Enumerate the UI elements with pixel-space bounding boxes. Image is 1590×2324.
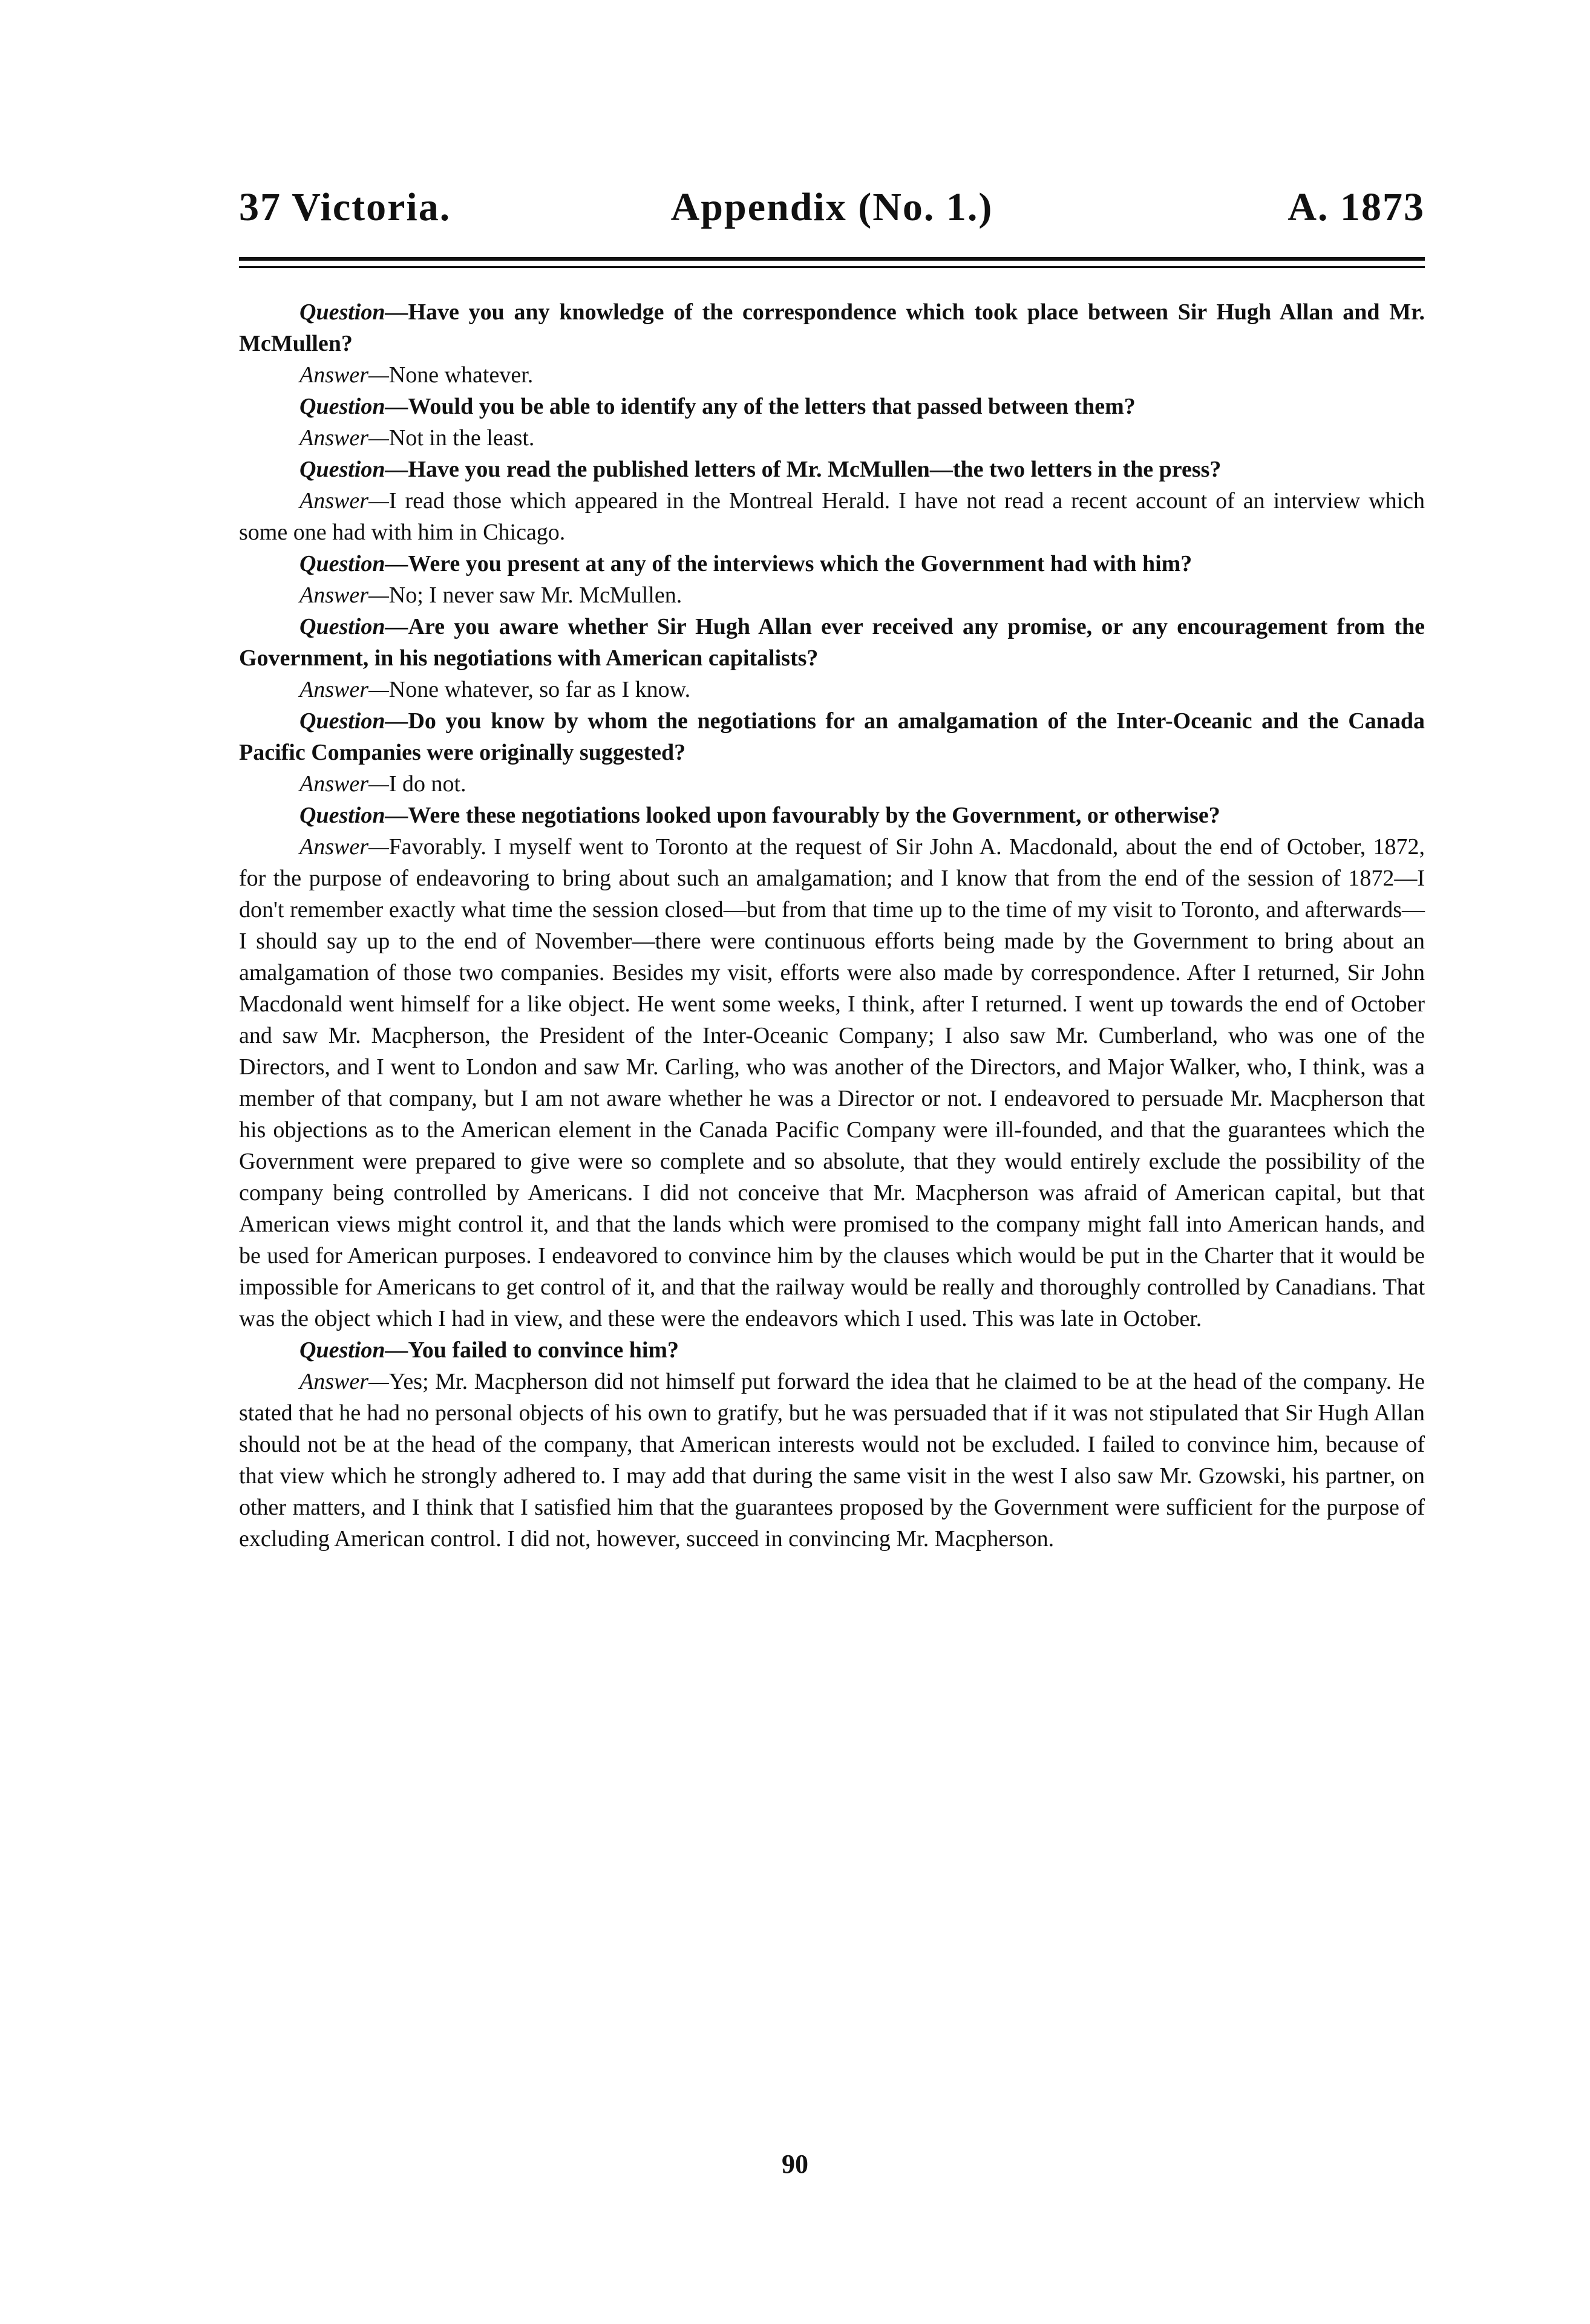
answer-label: Answer— bbox=[299, 771, 389, 797]
paragraph-text: Not in the least. bbox=[388, 425, 535, 451]
question-label: Question— bbox=[299, 708, 408, 734]
page-number: 90 bbox=[782, 2149, 808, 2179]
answer-paragraph bbox=[239, 1366, 1425, 1555]
header-year: A. 1873 bbox=[1287, 185, 1425, 229]
answer-label: Answer— bbox=[299, 583, 389, 608]
answer-paragraph bbox=[239, 831, 1425, 1334]
paragraph-text: None whatever, so far as I know. bbox=[388, 677, 691, 702]
question-paragraph bbox=[239, 548, 1425, 579]
question-paragraph bbox=[239, 296, 1425, 359]
question-label: Question— bbox=[299, 551, 408, 576]
answer-paragraph bbox=[239, 485, 1425, 548]
question-label: Question— bbox=[299, 394, 408, 419]
answer-paragraph bbox=[239, 674, 1425, 705]
paragraph-text: Do you know by whom the negotiations for an amalgamation of the Inter-Oceanic and the Canada Pacific Companies were originally suggested? bbox=[239, 708, 1425, 765]
header-rule-thin bbox=[239, 266, 1425, 268]
question-paragraph bbox=[239, 454, 1425, 485]
paragraph-text: Yes; Mr. Macpherson did not himself put forward the idea that he claimed to be at the head of the company. He stated that he had no personal objects of his own to gratify, but he was persuaded that if it was not stipulated that Sir Hugh Allan should not be at the head of the company, that American interests would not be excluded. I failed to convince him, because of that view which he strongly adhered to. I may add that during the same visit in the west I also saw Mr. Gzowski, his partner, on other matters, and I think that I satisfied him that the guarantees proposed by the Government were sufficient for the purpose of excluding American control. I did not, however, succeed in convincing Mr. Macpherson. bbox=[239, 1369, 1425, 1552]
answer-label: Answer— bbox=[299, 834, 389, 860]
header-rule-thick bbox=[239, 257, 1425, 261]
paragraph-text: Were these negotiations looked upon favourably by the Government, or otherwise? bbox=[408, 803, 1220, 828]
answer-label: Answer— bbox=[299, 1369, 389, 1394]
paragraph-text: You failed to convince him? bbox=[408, 1337, 679, 1363]
answer-paragraph bbox=[239, 579, 1425, 611]
question-paragraph bbox=[239, 800, 1425, 831]
answer-label: Answer— bbox=[299, 677, 389, 702]
paragraph-text: Would you be able to identify any of the letters that passed between them? bbox=[408, 394, 1136, 419]
paragraph-text: Have you any knowledge of the correspondence which took place between Sir Hugh Allan and Mr. McMullen? bbox=[239, 299, 1425, 356]
question-paragraph bbox=[239, 391, 1425, 422]
paragraph-text: None whatever. bbox=[388, 362, 534, 388]
answer-paragraph bbox=[239, 359, 1425, 391]
header-session: 37 Victoria. bbox=[239, 185, 451, 229]
question-label: Question— bbox=[299, 614, 408, 639]
question-label: Question— bbox=[299, 803, 408, 828]
answer-label: Answer— bbox=[299, 425, 389, 451]
header-appendix: Appendix (No. 1.) bbox=[670, 185, 993, 229]
question-paragraph bbox=[239, 1334, 1425, 1366]
paragraph-text: Were you present at any of the interviews which the Government had with him? bbox=[408, 551, 1192, 576]
answer-paragraph bbox=[239, 422, 1425, 454]
paragraph-text: No; I never saw Mr. McMullen. bbox=[388, 583, 682, 608]
paragraph-text: I do not. bbox=[388, 771, 466, 797]
answer-label: Answer— bbox=[299, 488, 389, 514]
testimony-body bbox=[239, 296, 1425, 1555]
answer-paragraph bbox=[239, 768, 1425, 800]
paragraph-text: Are you aware whether Sir Hugh Allan ever received any promise, or any encouragement from the Government, in his negotiations with American capitalists? bbox=[239, 614, 1425, 671]
answer-label: Answer— bbox=[299, 362, 389, 388]
running-header bbox=[239, 184, 1425, 251]
paragraph-text: Have you read the published letters of Mr. McMullen—the two letters in the press? bbox=[408, 457, 1222, 482]
paragraph-text: Favorably. I myself went to Toronto at the request of Sir John A. Macdonald, about the end of October, 1872, for the purpose of endeavoring to bring about such an amalgamation; and I know that from the end of the session of 1872—I don't remember exactly what time the session closed—but from that time up to the time of my visit to Toronto, and afterwards—I should say up to the end of November—there were continuous efforts being made by the Government to bring about an amalgamation of those two companies. Besides my visit, efforts were also made by correspondence. After I returned, Sir John Macdonald went himself for a like object. He went some weeks, I think, after I returned. I went up towards the end of October and saw Mr. Macpherson, the President of the Inter-Oceanic Company; I also saw Mr. Cumberland, who was one of the Directors, and I went to London and saw Mr. Carling, who was another of the Directors, and Major Walker, who, I think, was a member of that company, but I am not aware whether he was a Director or not. I endeavored to persuade Mr. Macpherson that his objections as to the American element in the Canada Pacific Company were ill-founded, and that the guarantees which the Government were prepared to give were so complete and so absolute, that they would entirely exclude the possibility of the company being controlled by Americans. I did not conceive that Mr. Macpherson was afraid of American capital, but that American views might control it, and that the lands which were promised to the company might fall into American hands, and be used for American purposes. I endeavored to convince him by the clauses which would be put in the Charter that it would be impossible for Americans to get control of it, and that the railway would be really and thoroughly controlled by Canadians. That was the object which I had in view, and these were the endeavors which I used. This was late in October. bbox=[239, 834, 1425, 1331]
paragraph-text: I read those which appeared in the Montreal Herald. I have not read a recent account of an interview which some one had with him in Chicago. bbox=[239, 488, 1425, 545]
question-paragraph bbox=[239, 705, 1425, 768]
question-label: Question— bbox=[299, 457, 408, 482]
question-paragraph bbox=[239, 611, 1425, 674]
question-label: Question— bbox=[299, 1337, 408, 1363]
question-label: Question— bbox=[299, 299, 408, 325]
